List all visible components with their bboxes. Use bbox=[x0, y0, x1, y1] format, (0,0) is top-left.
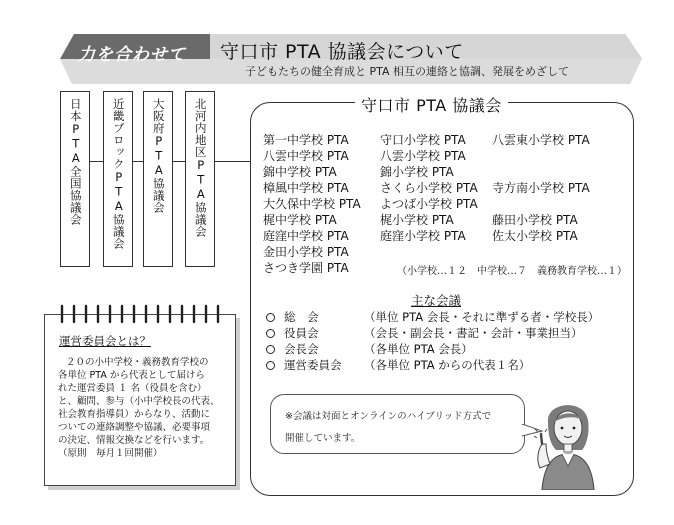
note-line: ※会議は対面とオンラインのハイブリッド方式で bbox=[285, 411, 492, 422]
circle-bullet-icon bbox=[266, 313, 275, 322]
memo-line: 各単位 PTA から代表として届けら bbox=[58, 370, 205, 381]
memo-heading: 運営委員会とは？ bbox=[59, 334, 151, 348]
connector-line bbox=[133, 161, 143, 162]
school-item: 梶中学校 PTA bbox=[263, 213, 337, 227]
meeting-name: 総 会 bbox=[284, 310, 319, 324]
org-label: 北河内地区PTA協議会 bbox=[193, 98, 208, 238]
school-item: 樟風中学校 PTA bbox=[263, 181, 349, 195]
org-box-kinki-pta bbox=[103, 91, 133, 267]
meeting-name: 役員会 bbox=[284, 326, 319, 340]
school-item: よつば小学校 PTA bbox=[380, 197, 478, 211]
school-item: 佐太小学校 PTA bbox=[492, 229, 578, 243]
meeting-item bbox=[266, 309, 599, 325]
circle-bullet-icon bbox=[266, 329, 275, 338]
school-item: 庭窪小学校 PTA bbox=[380, 229, 466, 243]
memo-line: ２０の小中学校・義務教育学校の bbox=[66, 357, 209, 368]
circle-bullet-icon bbox=[266, 345, 275, 354]
meeting-item bbox=[266, 357, 530, 373]
binder-rings-icon bbox=[58, 302, 228, 326]
school-item: 錦小学校 PTA bbox=[380, 165, 454, 179]
memo-line: と、顧問、参与（小中学校長の代表、 bbox=[58, 396, 220, 407]
school-item: 錦中学校 PTA bbox=[263, 165, 337, 179]
school-item: 藤田小学校 PTA bbox=[492, 213, 578, 227]
meeting-desc: （会長・副会長・書記・会計・事業担当） bbox=[364, 326, 583, 340]
org-box-osaka-pta bbox=[143, 91, 173, 267]
org-label: 大阪府PTA協議会 bbox=[151, 98, 166, 214]
memo-line: 社会教育指導員）からなり、活動に bbox=[58, 409, 211, 420]
connector-line bbox=[215, 161, 251, 162]
meeting-desc: （各単位 PTA 会長） bbox=[364, 342, 473, 356]
school-item: 梶小学校 PTA bbox=[380, 213, 454, 227]
memo-line: ついての連絡調整や協議、必要事項 bbox=[58, 422, 211, 433]
school-item: 第一中学校 PTA bbox=[263, 133, 349, 147]
meeting-name: 運営委員会 bbox=[284, 358, 342, 372]
org-label: 近畿ブロックPTA協議会 bbox=[111, 98, 126, 250]
school-item: さつき学園 PTA bbox=[263, 261, 349, 275]
page-subtitle: 子どもたちの健全育成と PTA 相互の連絡と協調、発展をめざして bbox=[245, 65, 570, 78]
school-item: 八雲東小学校 PTA bbox=[492, 133, 590, 147]
memo-line: の決定、情報交換などを行います。 bbox=[58, 435, 210, 446]
speech-bubble bbox=[270, 394, 525, 454]
org-label: 日本PTA全国協議会 bbox=[68, 98, 83, 226]
org-box-japan-pta bbox=[60, 91, 90, 267]
note-line: 開催しています。 bbox=[285, 433, 361, 444]
meeting-item bbox=[266, 341, 473, 357]
school-item: 八雲中学校 PTA bbox=[263, 149, 349, 163]
council-title: 守口市 PTA 協議会 bbox=[355, 93, 508, 116]
connector-line bbox=[173, 161, 185, 162]
school-item: 庭窪中学校 PTA bbox=[263, 229, 349, 243]
school-item: 金田小学校 PTA bbox=[263, 245, 349, 259]
meeting-name: 会長会 bbox=[284, 342, 319, 356]
meeting-desc: （各単位 PTA からの代表１名） bbox=[364, 358, 531, 372]
school-item: 八雲小学校 PTA bbox=[380, 149, 466, 163]
circle-bullet-icon bbox=[266, 361, 275, 370]
meetings-heading: 主な会議 bbox=[411, 293, 462, 308]
school-item: さくら小学校 PTA bbox=[380, 181, 478, 195]
meeting-desc: （単位 PTA 会長・それに準ずる者・学校長） bbox=[364, 310, 600, 324]
connector-line bbox=[90, 161, 103, 162]
banner-slogan: 力を合わせて bbox=[78, 45, 186, 65]
school-item: 寺方南小学校 PTA bbox=[492, 181, 590, 195]
school-item: 大久保中学校 PTA bbox=[263, 197, 361, 211]
title-banner bbox=[60, 34, 642, 84]
page-title: 守口市 PTA 協議会について bbox=[220, 41, 464, 63]
memo-line: （原則 毎月１回開催） bbox=[58, 448, 163, 459]
school-item: 守口小学校 PTA bbox=[380, 133, 466, 147]
woman-illustration-icon bbox=[528, 394, 608, 490]
meeting-item bbox=[266, 325, 583, 341]
org-box-kitakawachi-pta bbox=[185, 91, 215, 267]
school-count: （小学校…１２ 中学校…７ 義務教育学校…１） bbox=[397, 266, 627, 277]
memo-line: れた運営委員 １ 名（役員を含む） bbox=[58, 383, 207, 394]
